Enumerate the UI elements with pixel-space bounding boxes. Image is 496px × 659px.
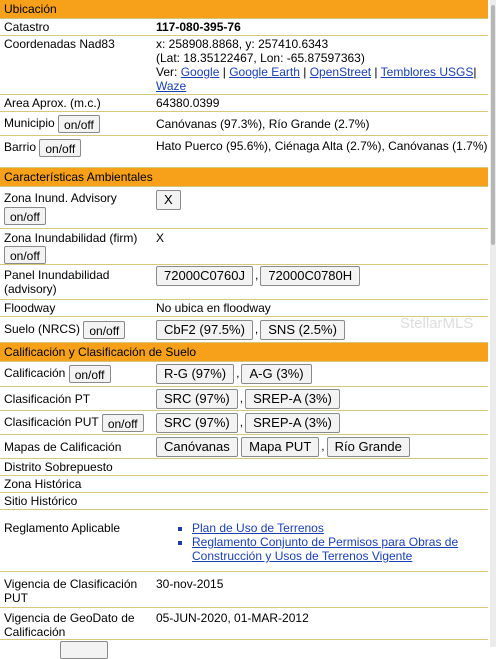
vig-clas-value: 30-nov-2015 xyxy=(156,577,224,591)
view-links: Ver: Google | Google Earth | OpenStreet | Temblores USGS| Waze xyxy=(156,65,477,93)
zona-historica-label: Zona Histórica xyxy=(4,477,82,491)
row-municipio xyxy=(0,112,488,136)
ver-label: Ver: xyxy=(156,65,178,79)
calif-label-cell xyxy=(0,364,152,384)
zona-firm-label-cell xyxy=(0,229,152,264)
row-barrio xyxy=(0,136,488,168)
row-calificacion xyxy=(0,362,488,387)
row-clasificacion-put xyxy=(0,411,488,435)
mapas-values: Canóvanas Mapa PUT , Río Grande xyxy=(152,436,488,458)
sitio-historico-label: Sitio Histórico xyxy=(4,494,78,508)
coords-value xyxy=(152,36,488,94)
row-catastro xyxy=(0,19,488,36)
vertical-scrollbar[interactable] xyxy=(490,0,496,647)
barrio-value: Hato Puerco (95.6%), Ciénaga Alta (2.7%), Canóvanas (1.7%) xyxy=(156,139,488,153)
municipio-onoff-button[interactable]: on/off xyxy=(58,115,100,133)
suelo-onoff-button[interactable]: on/off xyxy=(83,321,125,339)
suelo-values: CbF2 (97.5%) , SNS (2.5%) xyxy=(152,319,488,341)
floodway-value: No ubica en floodway xyxy=(156,301,271,315)
panel-label: Panel Inundabilidad (advisory) xyxy=(4,268,110,296)
link-temblores-usgs[interactable]: Temblores USGS xyxy=(380,65,474,79)
catastro-label: Catastro xyxy=(4,20,50,34)
municipio-value: Canóvanas (97.3%), Río Grande (2.7%) xyxy=(156,116,370,131)
row-distrito xyxy=(0,459,488,476)
row-panel xyxy=(0,265,488,300)
row-clasificacion-pt xyxy=(0,387,488,411)
zona-firm-onoff-button[interactable]: on/off xyxy=(4,246,46,264)
pt-label: Clasificación PT xyxy=(4,391,91,406)
calif-values: R-G (97%) , A-G (3%) xyxy=(152,363,488,385)
section-header-ubicacion: Ubicación xyxy=(0,0,488,19)
watermark: StellarMLS xyxy=(400,315,474,332)
put-label: Clasificación PUT xyxy=(4,414,99,429)
calif-button-1[interactable]: R-G (97%) xyxy=(156,364,234,384)
coords-latlon: (Lat: 18.35122467, Lon: -65.87597363) xyxy=(156,51,365,65)
pt-button-1[interactable]: SRC (97%) xyxy=(156,389,238,409)
suelo-label: Suelo (NRCS) xyxy=(4,321,81,336)
distrito-label: Distrito Sobrepuesto xyxy=(4,460,113,474)
barrio-onoff-button[interactable]: on/off xyxy=(39,139,81,157)
zona-advisory-label: Zona Inund. Advisory xyxy=(4,191,117,205)
catastro-value: 117-080-395-76 xyxy=(156,20,241,34)
row-zona-firm xyxy=(0,229,488,265)
section-header-calificacion: Calificación y Clasificación de Suelo xyxy=(0,343,488,362)
area-label: Area Aprox. (m.c.) xyxy=(4,96,101,110)
zona-firm-value: X xyxy=(156,231,165,245)
municipio-label-cell xyxy=(0,114,152,134)
row-partial xyxy=(0,640,488,650)
link-openstreet[interactable]: OpenStreet xyxy=(309,65,372,79)
floodway-label: Floodway xyxy=(4,301,56,315)
put-button-1[interactable]: SRC (97%) xyxy=(156,413,238,433)
pt-values: SRC (97%) , SREP-A (3%) xyxy=(152,388,488,410)
coords-label: Coordenadas Nad83 xyxy=(4,37,115,51)
put-label-cell xyxy=(0,413,152,433)
calif-label: Calificación xyxy=(4,366,66,381)
mapa-canovanas-button[interactable]: Canóvanas xyxy=(156,437,238,457)
row-zona-advisory xyxy=(0,187,488,229)
zona-advisory-onoff-button[interactable]: on/off xyxy=(4,207,46,225)
reglamento-item-2 xyxy=(192,535,488,563)
mapas-label: Mapas de Calificación xyxy=(4,439,122,454)
coords-xy: x: 258908.8868, y: 257410.6343 xyxy=(156,37,329,51)
link-google[interactable]: Google xyxy=(180,65,220,79)
vig-geo-label: Vigencia de GeoDato de Calificación xyxy=(4,611,135,639)
reglamento-item-1 xyxy=(192,521,488,535)
panel-button-1[interactable]: 72000C0760J xyxy=(156,266,253,286)
link-google-earth[interactable]: Google Earth xyxy=(229,65,300,79)
row-vigencia-geodato xyxy=(0,608,488,640)
row-zona-historica xyxy=(0,476,488,493)
section-header-ambientales: Características Ambientales xyxy=(0,168,488,187)
barrio-label: Barrio xyxy=(4,140,37,155)
calif-button-2[interactable]: A-G (3%) xyxy=(241,364,311,384)
link-plan-uso-terrenos[interactable]: Plan de Uso de Terrenos xyxy=(192,521,324,535)
zona-advisory-label-cell xyxy=(0,187,152,228)
row-coordenadas xyxy=(0,36,488,95)
row-sitio-historico xyxy=(0,493,488,510)
zona-firm-label: Zona Inundabilidad (firm) xyxy=(4,231,138,245)
reglamento-links xyxy=(152,520,488,571)
suelo-button-1[interactable]: CbF2 (97.5%) xyxy=(156,320,253,340)
municipio-label: Municipio xyxy=(4,115,55,130)
zona-advisory-value-button[interactable]: X xyxy=(156,190,181,210)
mapa-rio-grande-button[interactable]: Río Grande xyxy=(327,437,410,457)
panel-button-2[interactable]: 72000C0780H xyxy=(260,266,360,286)
put-onoff-button[interactable]: on/off xyxy=(102,414,144,432)
partial-onoff-button[interactable] xyxy=(60,641,108,659)
put-button-2[interactable]: SREP-A (3%) xyxy=(245,413,340,433)
area-value: 64380.0399 xyxy=(156,96,220,110)
put-values: SRC (97%) , SREP-A (3%) xyxy=(152,412,488,434)
pt-button-2[interactable]: SREP-A (3%) xyxy=(245,389,340,409)
partial-cell xyxy=(0,640,152,650)
barrio-label-cell xyxy=(0,136,152,167)
mapa-put-button[interactable]: Mapa PUT xyxy=(241,437,319,457)
vig-geo-value: 05-JUN-2020, 01-MAR-2012 xyxy=(156,611,309,625)
zona-advisory-value-cell xyxy=(152,187,488,228)
scrollbar-thumb[interactable] xyxy=(491,5,495,245)
row-vigencia-clasificacion xyxy=(0,572,488,608)
row-mapas xyxy=(0,435,488,459)
suelo-button-2[interactable]: SNS (2.5%) xyxy=(260,320,345,340)
link-waze[interactable]: Waze xyxy=(156,79,187,93)
link-reglamento-conjunto[interactable]: Reglamento Conjunto de Permisos para Obras de Construcción y Usos de Terrenos Vigente xyxy=(192,535,459,563)
suelo-label-cell xyxy=(0,320,152,340)
reglamento-label: Reglamento Aplicable xyxy=(4,521,121,535)
vig-clas-label: Vigencia de Clasificación PUT xyxy=(4,577,138,605)
row-area xyxy=(0,95,488,112)
panel-values: 72000C0760J , 72000C0780H xyxy=(152,265,488,299)
calif-onoff-button[interactable]: on/off xyxy=(69,365,111,383)
row-reglamento xyxy=(0,510,488,572)
